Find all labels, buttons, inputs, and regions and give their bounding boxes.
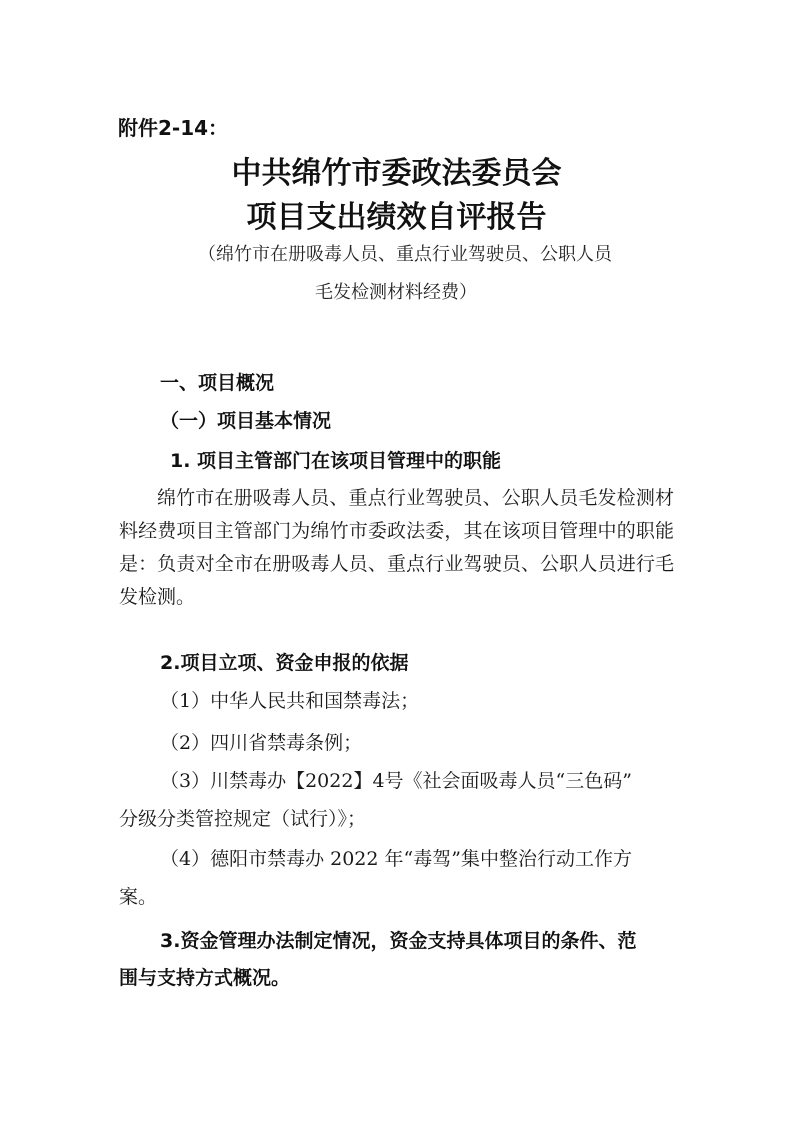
item-heading-fund-management-line1: 3.资金管理办法制定情况，资金支持具体项目的条件、范 [160, 930, 637, 952]
subsection-heading-basic-info: （一）项目基本情况 [160, 410, 332, 432]
report-title-line1: 中共绵竹市委政法委员会 [231, 156, 562, 191]
section-heading-overview: 一、项目概况 [160, 372, 275, 394]
report-title-line2: 项目支出绩效自评报告 [246, 200, 547, 235]
report-subtitle-line1: （绵竹市在册吸毒人员、重点行业驾驶员、公职人员 [198, 244, 612, 265]
attachment-label: 附件2-14： [118, 116, 229, 140]
item-heading-department-role: 1. 项目主管部门在该项目管理中的职能 [170, 450, 502, 472]
item-heading-fund-management-line2: 围与支持方式概况。 [119, 967, 291, 989]
basis-item-4-line2: 案。 [119, 886, 158, 908]
basis-item-1: （1）中华人民共和国禁毒法； [160, 690, 420, 712]
department-role-paragraph: 绵竹市在册吸毒人员、重点行业驾驶员、公职人员毛发检测材料经费项目主管部门为绵竹市委政法委，其在该项目管理中的职能是：负责对全市在册吸毒人员、重点行业驾驶员、公职人员进行毛发检测。 [119, 487, 674, 608]
basis-item-4-line1: （4）德阳市禁毒办 2022 年“毒驾”集中整治行动工作方 [160, 848, 632, 870]
report-subtitle-line2: 毛发检测材料经费） [315, 282, 477, 303]
item-heading-project-basis: 2.项目立项、资金申报的依据 [160, 652, 409, 674]
basis-item-3-line2: 分级分类管控规定（试行）》； [119, 808, 367, 830]
basis-item-2: （2）四川省禁毒条例； [160, 732, 363, 754]
basis-item-3-line1: （3）川禁毒办【2022】4号《社会面吸毒人员“三色码” [160, 770, 632, 792]
